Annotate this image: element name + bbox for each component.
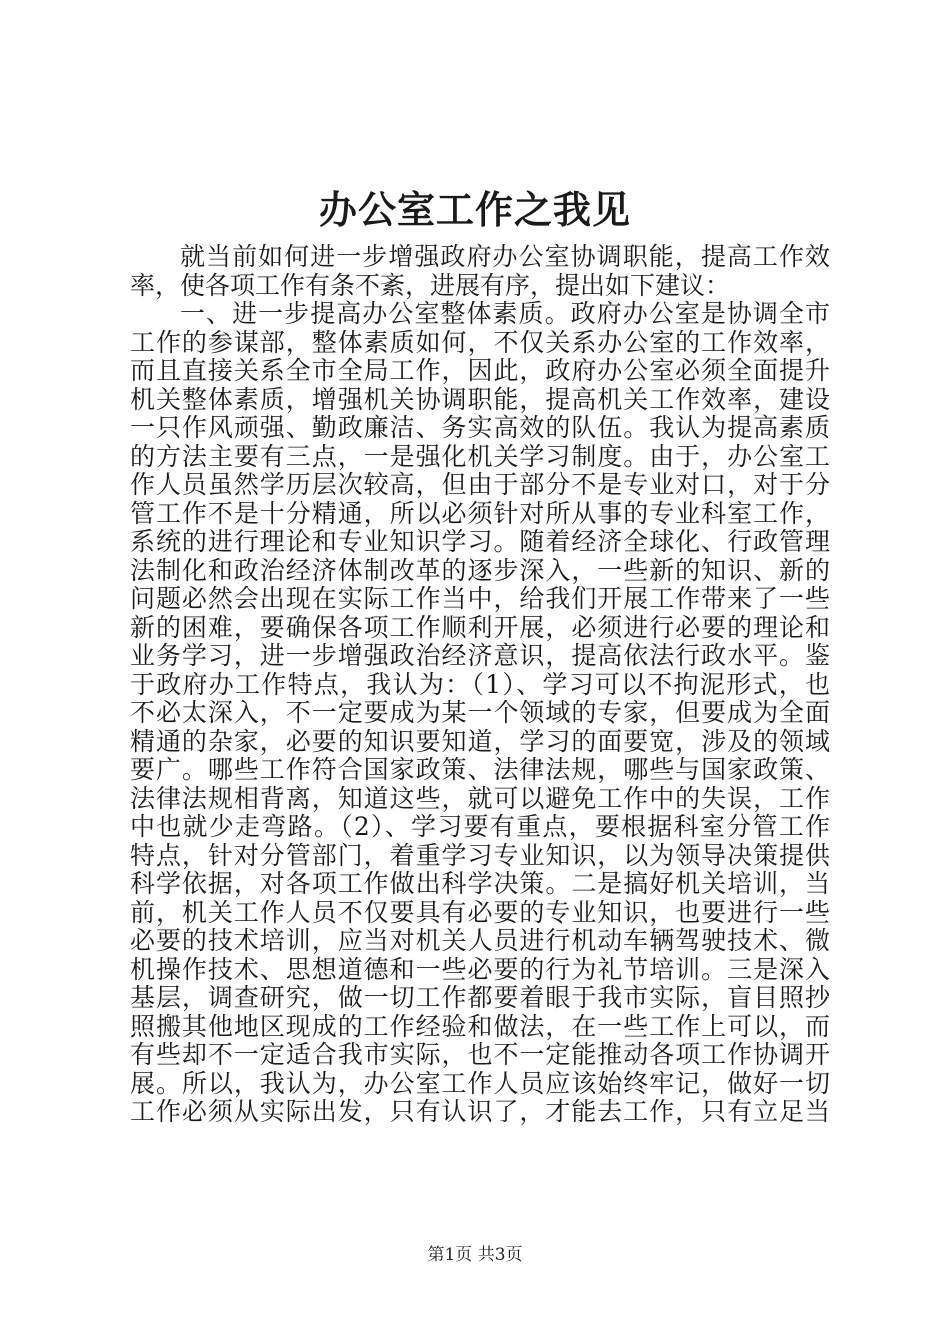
document-title: 办公室工作之我见 xyxy=(318,187,631,232)
body-line: 机操作技术、思想道德和一些必要的行为礼节培训。三是深入 xyxy=(130,955,830,984)
body-line: 不必太深入，不一定要成为某一个领域的专家，但要成为全面 xyxy=(130,699,830,727)
body-line: 而且直接关系全市全局工作，因此，政府办公室必须全面提升 xyxy=(130,357,830,385)
body-line: 要广。哪些工作符合国家政策、法律法规，哪些与国家政策、 xyxy=(130,756,830,784)
body-line: 照搬其他地区现成的工作经验和做法，在一些工作上可以，而 xyxy=(130,1012,830,1041)
body-line: 管工作不是十分精通，所以必须针对所从事的专业科室工作， xyxy=(130,499,830,528)
body-line: 问题必然会出现在实际工作当中，给我们开展工作带来了一些 xyxy=(130,585,830,613)
body-line: 的方法主要有三点，一是强化机关学习制度。由于，办公室工 xyxy=(130,442,830,471)
body-line: 必要的技术培训，应当对机关人员进行机动车辆驾驶技术、微 xyxy=(130,927,830,955)
body-line: 系统的进行理论和专业知识学习。随着经济全球化、行政管理 xyxy=(130,528,830,556)
body-line: 业务学习，进一步增强政治经济意识，提高依法行政水平。鉴 xyxy=(130,642,830,670)
body-line: 就当前如何进一步增强政府办公室协调职能，提高工作效 xyxy=(180,243,830,271)
body-line: 工作的参谋部，整体素质如何，不仅关系办公室的工作效率， xyxy=(130,328,830,357)
body-line: 机关整体素质，增强机关协调职能，提高机关工作效率，建设 xyxy=(130,385,830,414)
body-line: 工作必须从实际出发，只有认识了，才能去工作，只有立足当 xyxy=(130,1098,830,1126)
body-line: 有些却不一定适合我市实际，也不一定能推动各项工作协调开 xyxy=(130,1041,830,1069)
body-line: 法制化和政治经济体制改革的逐步深入，一些新的知识、新的 xyxy=(130,556,830,585)
body-line: 精通的杂家，必要的知识要知道，学习的面要宽，涉及的领域 xyxy=(130,727,830,756)
body-line: 法律法规相背离，知道这些，就可以避免工作中的失误，工作 xyxy=(130,784,830,813)
body-line: 前，机关工作人员不仅要具有必要的专业知识，也要进行一些 xyxy=(130,898,830,927)
body-line: 率，使各项工作有条不紊，进展有序，提出如下建议： xyxy=(130,271,731,300)
body-line: 科学依据，对各项工作做出科学决策。二是搞好机关培训，当 xyxy=(130,870,830,898)
body-line: 新的困难，要确保各项工作顺利开展，必须进行必要的理论和 xyxy=(130,613,830,642)
body-line: 中也就少走弯路。（2）、学习要有重点，要根据科室分管工作 xyxy=(130,813,830,841)
body-line: 特点，针对分管部门，着重学习专业知识，以为领导决策提供 xyxy=(130,841,830,870)
body-line: 基层，调查研究，做一切工作都要着眼于我市实际，盲目照抄 xyxy=(130,984,830,1012)
page-footer: 第1页 共3页 xyxy=(427,1245,523,1265)
body-line: 一、进一步提高办公室整体素质。政府办公室是协调全市 xyxy=(180,300,830,328)
body-line: 一只作风顽强、勤政廉洁、务实高效的队伍。我认为提高素质 xyxy=(130,414,830,442)
document-body xyxy=(130,243,830,1127)
body-line: 作人员虽然学历层次较高，但由于部分不是专业对口，对于分 xyxy=(130,471,830,499)
body-line: 于政府办工作特点，我认为：（1）、学习可以不拘泥形式，也 xyxy=(130,670,830,699)
body-line: 展。所以，我认为，办公室工作人员应该始终牢记，做好一切 xyxy=(130,1069,830,1098)
